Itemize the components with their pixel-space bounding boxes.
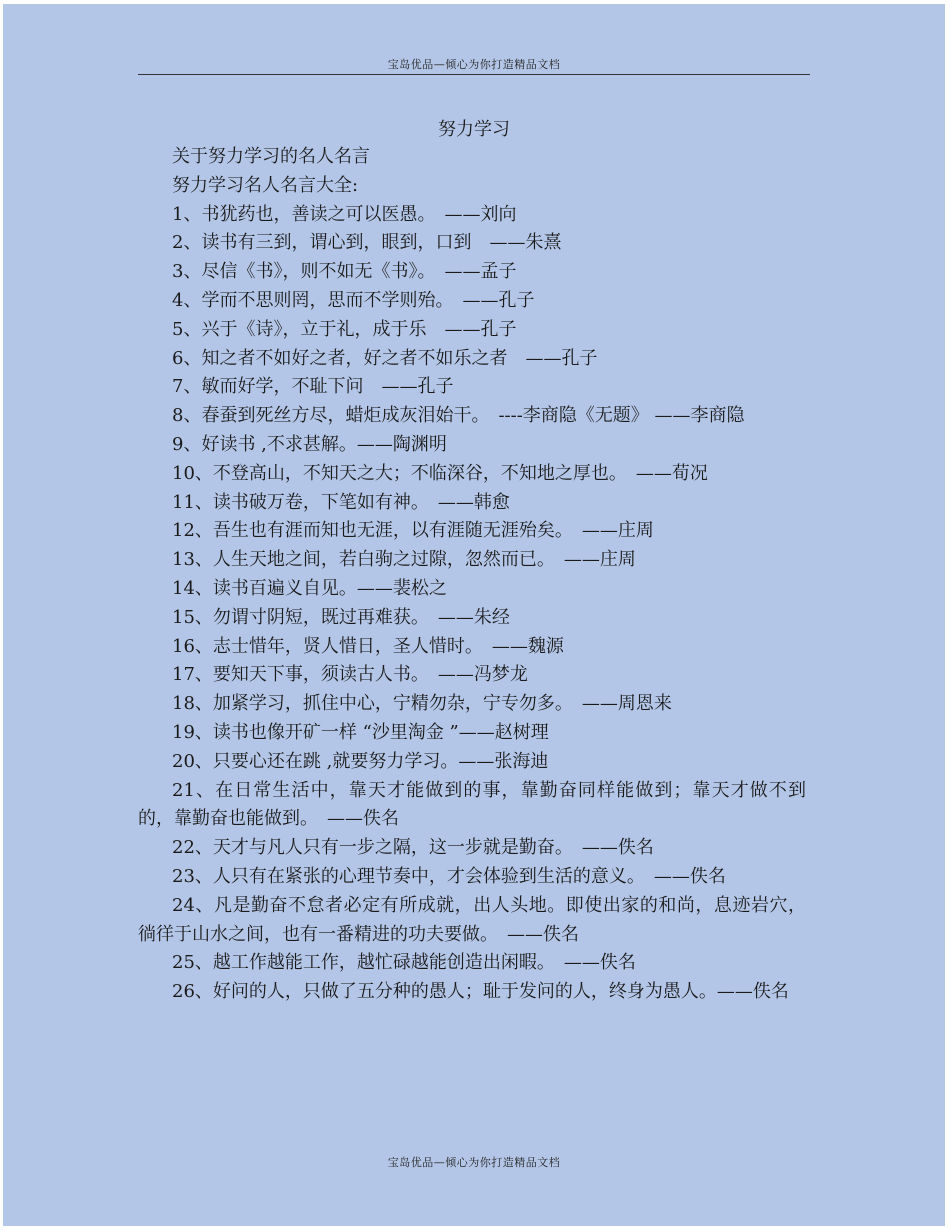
quote-line: 19、读书也像开矿一样 “沙里淘金 ”——赵树理	[172, 721, 549, 743]
header-divider	[138, 74, 810, 75]
quote-line: 16、志士惜年，贤人惜日，圣人惜时。 ——魏源	[172, 635, 564, 657]
quote-line: 7、敏而好学，不耻下问 ——孔子	[172, 376, 454, 398]
quote-line: 11、读书破万卷，下笔如有神。 ——韩愈	[172, 491, 510, 513]
quote-line: 5、兴于《诗》，立于礼，成于乐 ——孔子	[172, 318, 517, 340]
quote-line: 26、好问的人，只做了五分种的愚人；耻于发问的人，终身为愚人。——佚名	[172, 981, 789, 1003]
quote-line: 20、只要心还在跳 ,就要努力学习。——张海迪	[172, 750, 549, 772]
quote-line: 9、好读书 ,不求甚解。——陶渊明	[172, 433, 447, 455]
quote-line: 14、读书百遍义自见。——裴松之	[172, 577, 447, 599]
intro-line: 关于努力学习的名人名言	[172, 146, 370, 167]
quote-line: 1、书犹药也，善读之可以医愚。 ——刘向	[172, 203, 517, 225]
intro-line: 努力学习名人名言大全:	[172, 174, 359, 196]
quote-line: 12、吾生也有涯而知也无涯，以有涯随无涯殆矣。 ——庄周	[172, 520, 654, 542]
quote-line: 8、春蚕到死丝方尽，蜡炬成灰泪始干。 ----李商隐《无题》 ——李商隐	[172, 405, 745, 427]
quote-line: 22、天才与凡人只有一步之隔，这一步就是勤奋。 ——佚名	[172, 837, 654, 859]
quote-line: 6、知之者不如好之者，好之者不如乐之者 ——孔子	[172, 347, 598, 369]
page-header: 宝岛优品—倾心为你打造精品文档	[387, 58, 561, 71]
quote-line: 4、学而不思则罔，思而不学则殆。 ——孔子	[172, 289, 535, 311]
document-title: 努力学习	[438, 119, 510, 140]
quote-line: 23、人只有在紧张的心理节奏中，才会体验到生活的意义。 ——佚名	[172, 865, 726, 887]
page-footer: 宝岛优品—倾心为你打造精品文档	[387, 1156, 561, 1169]
quote-line: 13、人生天地之间，若白驹之过隙，忽然而已。 ——庄周	[172, 549, 636, 571]
document-body	[138, 143, 806, 1007]
quote-line: 25、越工作越能工作，越忙碌越能创造出闲暇。 ——佚名	[172, 952, 636, 974]
quote-line: 17、要知天下事，须读古人书。 ——冯梦龙	[172, 664, 528, 686]
quote-line: 18、加紧学习，抓住中心，宁精勿杂，宁专勿多。 ——周恩来	[172, 693, 672, 715]
quote-line: 2、读书有三到，谓心到，眼到，口到 ——朱熹	[172, 232, 562, 254]
quote-line: 24、凡是勤奋不怠者必定有所成就，出人头地。即使出家的和尚，息迹岩穴，徜徉于山水之间，也有一番精进的功夫要做。 ——佚名	[138, 894, 806, 945]
quote-line: 3、尽信《书》，则不如无《书》。 ——孟子	[172, 261, 517, 283]
quote-line: 10、不登高山，不知天之大；不临深谷，不知地之厚也。 ——荀况	[172, 462, 708, 484]
quote-line: 15、勿谓寸阴短，既过再难获。 ——朱经	[172, 606, 510, 628]
quote-line: 21、在日常生活中，靠天才能做到的事，靠勤奋同样能做到；靠天才做不到的，靠勤奋也能做到。 ——佚名	[138, 779, 806, 830]
